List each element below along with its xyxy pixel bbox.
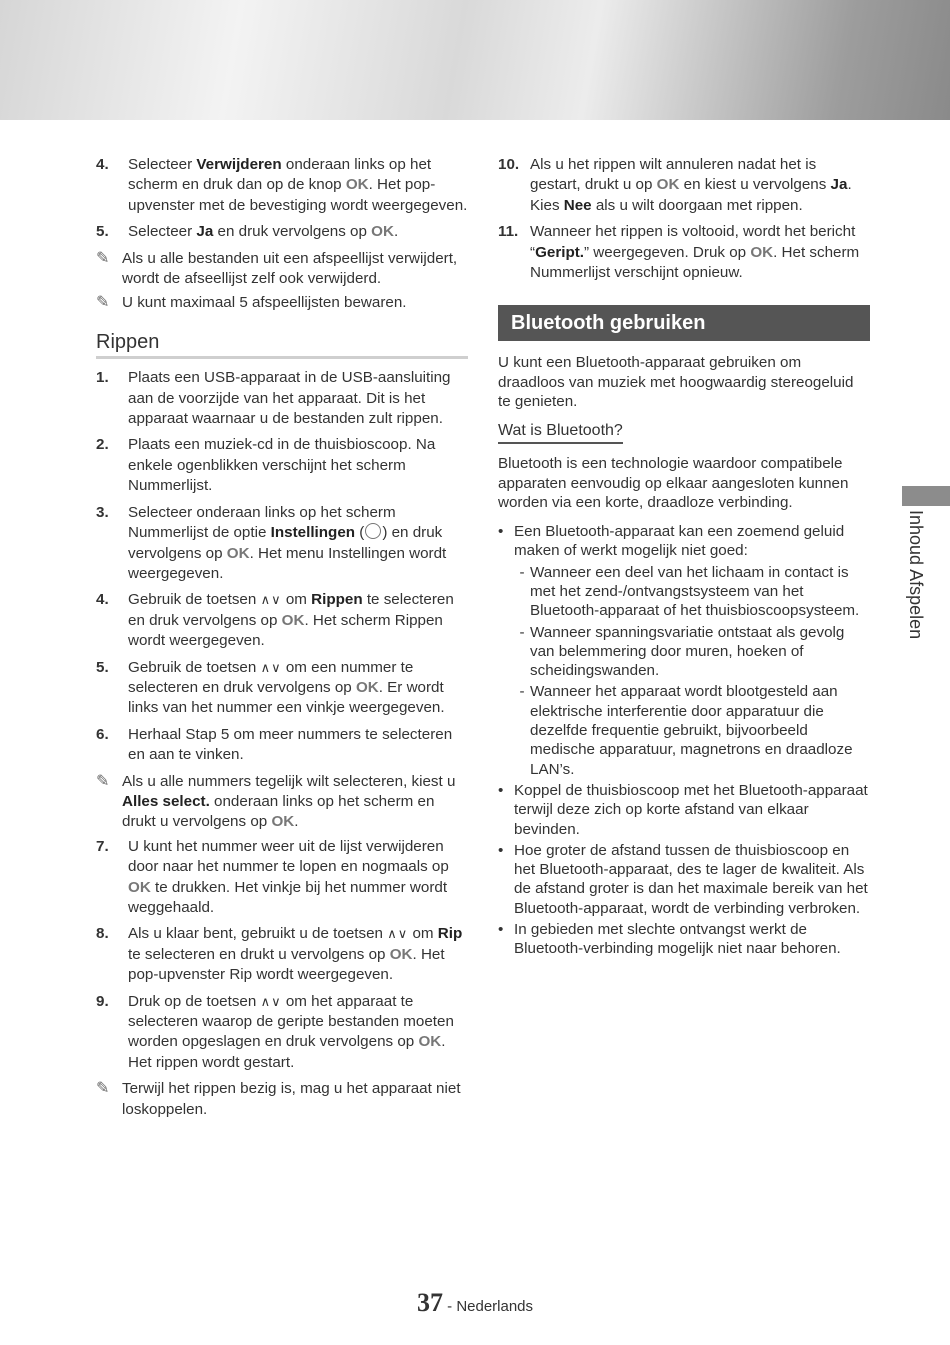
step-number: 7. [96, 837, 109, 855]
bullet-dot-icon: • [498, 523, 504, 541]
up-down-arrows-icon: ∧∨ [260, 993, 282, 1009]
step-number: 1. [96, 369, 109, 387]
keyword: Instellingen [270, 524, 356, 542]
intro-paragraph: U kunt een Bluetooth-apparaat gebruiken om draadloos van muziek met hoogwaardig stereogeluid te genieten. [498, 354, 854, 410]
step-text [128, 658, 468, 719]
text-run: Gebruik de toetsen [128, 658, 261, 676]
numbered-step [96, 924, 468, 985]
text-run: als u wilt doorgaan met rippen. [591, 196, 803, 214]
step-text [128, 435, 468, 496]
bullet-item: • Koppel de thuisbioscoop met het Bluetooth-apparaat terwijl deze zich op korte afstand van elkaar bevinden. [498, 781, 868, 838]
text-run: onderaan links op het scherm en drukt u vervolgens op [122, 792, 435, 831]
right-column [498, 155, 870, 961]
text-run: om [408, 925, 438, 943]
numbered-step [96, 725, 468, 766]
pencil-note-icon: ✎ [96, 249, 110, 267]
text-run: Druk op de toetsen [128, 992, 261, 1010]
numbered-step [498, 222, 870, 283]
text-run: Als u alle nummers tegelijk wilt selecteren, kiest u [122, 772, 456, 790]
page-footer [0, 1288, 950, 1318]
text-run: te drukken. Het vinkje bij het nummer wordt weggehaald. [128, 878, 448, 916]
text-run: Herhaal Stap 5 om meer nummers te selecteren en aan te vinken. [128, 725, 453, 764]
step-text [530, 155, 870, 216]
note: ✎ U kunt maximaal 5 afspeellijsten bewaren. [96, 293, 468, 313]
numbered-list [96, 155, 468, 243]
text-run: . Het menu Instellingen wordt weergegeven. [128, 544, 447, 582]
text-run: . Het pop-upvenster met de bevestiging wordt weergegeven. [128, 176, 468, 214]
text-run: om een nummer te selecteren en druk vervolgens op [128, 658, 414, 696]
text-run: . Het pop-upvenster Rip wordt weergegeven. [128, 945, 445, 984]
step-number: 4. [96, 156, 109, 173]
text-run: om [281, 591, 312, 609]
footer-language: Nederlands [456, 1298, 534, 1315]
text-run: ) en druk vervolgens op [128, 524, 443, 562]
ok-key-label: OK [226, 544, 250, 562]
side-tab-marker [902, 486, 950, 506]
text-run: te selecteren en drukt u vervolgens op [128, 945, 390, 963]
numbered-list [96, 368, 468, 765]
step-number: 10. [498, 156, 520, 173]
ok-key-label: OK [128, 878, 151, 896]
dash-item: - Wanneer het apparaat wordt blootgesteld aan elektrische interferentie door apparatuur die dezelfde frequentie gebruikt, bijvoorbeeld medische apparatuur, magnetrons en draadloze LAN’s. [519, 683, 853, 778]
step-text [128, 222, 468, 242]
keyword: Ja [196, 223, 214, 241]
step-number: 11. [498, 223, 519, 241]
note: ✎ Als u alle bestanden uit een afspeellijst verwijdert, wordt de afseellijst zelf ook verwijderd. [96, 249, 468, 290]
header-band [0, 0, 950, 120]
bullet-dot-icon: • [498, 781, 504, 799]
text-run: Als u het rippen wilt annuleren nadat het is gestart, drukt u op [530, 156, 817, 194]
numbered-step [96, 368, 468, 429]
step-text [128, 590, 468, 651]
numbered-list [498, 155, 870, 283]
text-run: en druk vervolgens op [213, 223, 372, 241]
ok-key-label: OK [271, 813, 295, 831]
numbered-step [96, 503, 468, 585]
settings-gear-icon [365, 523, 381, 539]
numbered-step [96, 155, 468, 216]
description-paragraph: Bluetooth is een technologie waardoor compatibele apparaten eenvoudig op elkaar aangesloten kunnen worden via een korte, draadloze verbinding. [498, 455, 849, 511]
step-text [128, 924, 468, 985]
bullet-dot-icon: • [498, 841, 504, 859]
text-run: Als u klaar bent, gebruikt u de toetsen [128, 925, 388, 943]
ok-key-label: OK [750, 243, 774, 261]
text-run: . Er wordt links van het nummer een vinkje weergegeven. [128, 678, 445, 717]
bullet-item: • Hoe groter de afstand tussen de thuisbioscoop en het Bluetooth-apparaat, des te lager de kwaliteit. Als de afstand groter is dan het maximale bereik van het Bluetooth-apparaat, wordt de verbinding verbroken. [498, 841, 868, 917]
numbered-step [96, 590, 468, 651]
numbered-step [96, 435, 468, 496]
up-down-arrows-icon: ∧∨ [260, 592, 282, 608]
dash-item: - Wanneer spanningsvariatie ontstaat als gevolg van belemmering door muren, hoeken of scheidingswanden. [519, 623, 845, 680]
step-text [128, 368, 468, 429]
text-run: Plaats een USB-apparaat in de USB-aansluiting aan de voorzijde van het apparaat. Dit is het apparaat waarnaar u de bestanden zult rippen. [128, 369, 451, 428]
keyword: Verwijderen [196, 156, 282, 173]
ok-key-label: OK [418, 1033, 442, 1051]
text-run: om het apparaat te selecteren waarop de geripte bestanden moeten worden opgeslagen en druk vervolgens op [128, 992, 454, 1051]
text-run: Plaats een muziek-cd in de thuisbioscoop. Na enkele ogenblikken verschijnt het scherm Nummerlijst. [128, 436, 436, 495]
keyword: Alles select. [122, 792, 210, 810]
numbered-step [498, 155, 870, 216]
keyword: Nee [563, 196, 592, 214]
bullet-dot-icon: • [498, 921, 504, 938]
numbered-list [96, 837, 468, 1073]
numbered-step [96, 837, 468, 919]
keyword: Geript. [535, 243, 585, 261]
dash-item: - Wanneer een deel van het lichaam in contact is met het zend-/ontvangstsysteem van het Bluetooth-apparaat of het thuisbioscoopsysteem. [519, 563, 860, 620]
note: ✎ Terwijl het rippen bezig is, mag u het apparaat niet loskoppelen. [96, 1079, 468, 1120]
step-number: 4. [96, 591, 109, 609]
text-run: Selecteer [128, 156, 197, 173]
keyword: Rip [437, 925, 463, 943]
ok-key-label: OK [656, 176, 680, 194]
up-down-arrows-icon: ∧∨ [387, 926, 409, 942]
text-run: . [294, 813, 299, 831]
note [96, 772, 468, 833]
section-title-rippen: Rippen [96, 332, 468, 359]
up-down-arrows-icon: ∧∨ [260, 659, 282, 675]
footer-separator: - [442, 1298, 457, 1315]
step-text [128, 992, 468, 1074]
step-text [128, 725, 468, 766]
text-run: . Het rippen wordt gestart. [128, 1033, 446, 1071]
page-number: 37 [416, 1288, 443, 1317]
side-tab-label: Inhoud Afspelen [906, 510, 926, 640]
keyword: Ja [830, 176, 848, 194]
step-number: 8. [96, 925, 109, 943]
pencil-note-icon: ✎ [96, 294, 110, 312]
section-banner-bluetooth: Bluetooth gebruiken [498, 305, 870, 341]
step-number: 5. [96, 223, 109, 241]
text-run: Selecteer [128, 223, 197, 241]
ok-key-label: OK [355, 678, 379, 696]
ok-key-label: OK [389, 945, 413, 963]
text-run: ” weergegeven. Druk op [584, 243, 751, 261]
text-run: U kunt het nummer weer uit de lijst verwijderen door naar het nummer te lopen en nogmaals op [128, 837, 449, 876]
step-number: 9. [96, 992, 109, 1010]
text-run: . Kies [530, 176, 852, 214]
step-number: 3. [96, 503, 109, 521]
left-column [96, 155, 468, 1124]
text-run: Wanneer het rippen is voltooid, wordt het bericht “ [530, 223, 856, 261]
keyword: Rippen [311, 591, 363, 609]
text-run: te selecteren en druk vervolgens op [128, 591, 454, 629]
numbered-step [96, 992, 468, 1074]
subheading-wat-is-bluetooth: Wat is Bluetooth? [498, 421, 623, 444]
text-run: en kiest u vervolgens [679, 176, 831, 194]
ok-key-label: OK [371, 223, 394, 241]
text-run: Gebruik de toetsen [128, 591, 261, 609]
step-text [128, 503, 468, 585]
pencil-note-icon: ✎ [96, 772, 110, 790]
step-number: 2. [96, 436, 109, 454]
step-text [128, 837, 468, 919]
step-number: 6. [96, 725, 109, 743]
text-run: onderaan links op het scherm en druk dan op de knop [128, 156, 432, 194]
bullet-item: • In gebieden met slechte ontvangst werkt de Bluetooth-verbinding mogelijk niet naar behoren. [498, 921, 841, 958]
pencil-note-icon: ✎ [96, 1080, 110, 1098]
ok-key-label: OK [345, 176, 369, 194]
text-run: . Het scherm Nummerlijst verschijnt opnieuw. [530, 243, 860, 282]
step-text [128, 155, 468, 216]
text-run: ( [355, 524, 365, 542]
step-text [530, 222, 870, 283]
text-run: . [393, 223, 399, 241]
bullet-item: • Een Bluetooth-apparaat kan een zoemend geluid maken of werkt mogelijk niet goed: [498, 523, 845, 560]
ok-key-label: OK [281, 611, 305, 629]
step-number: 5. [96, 658, 109, 676]
numbered-step [96, 222, 468, 242]
numbered-step [96, 658, 468, 719]
text-run: . Het scherm Rippen wordt weergegeven. [128, 611, 443, 650]
text-run: Selecteer onderaan links op het scherm Nummerlijst de optie [128, 503, 396, 542]
